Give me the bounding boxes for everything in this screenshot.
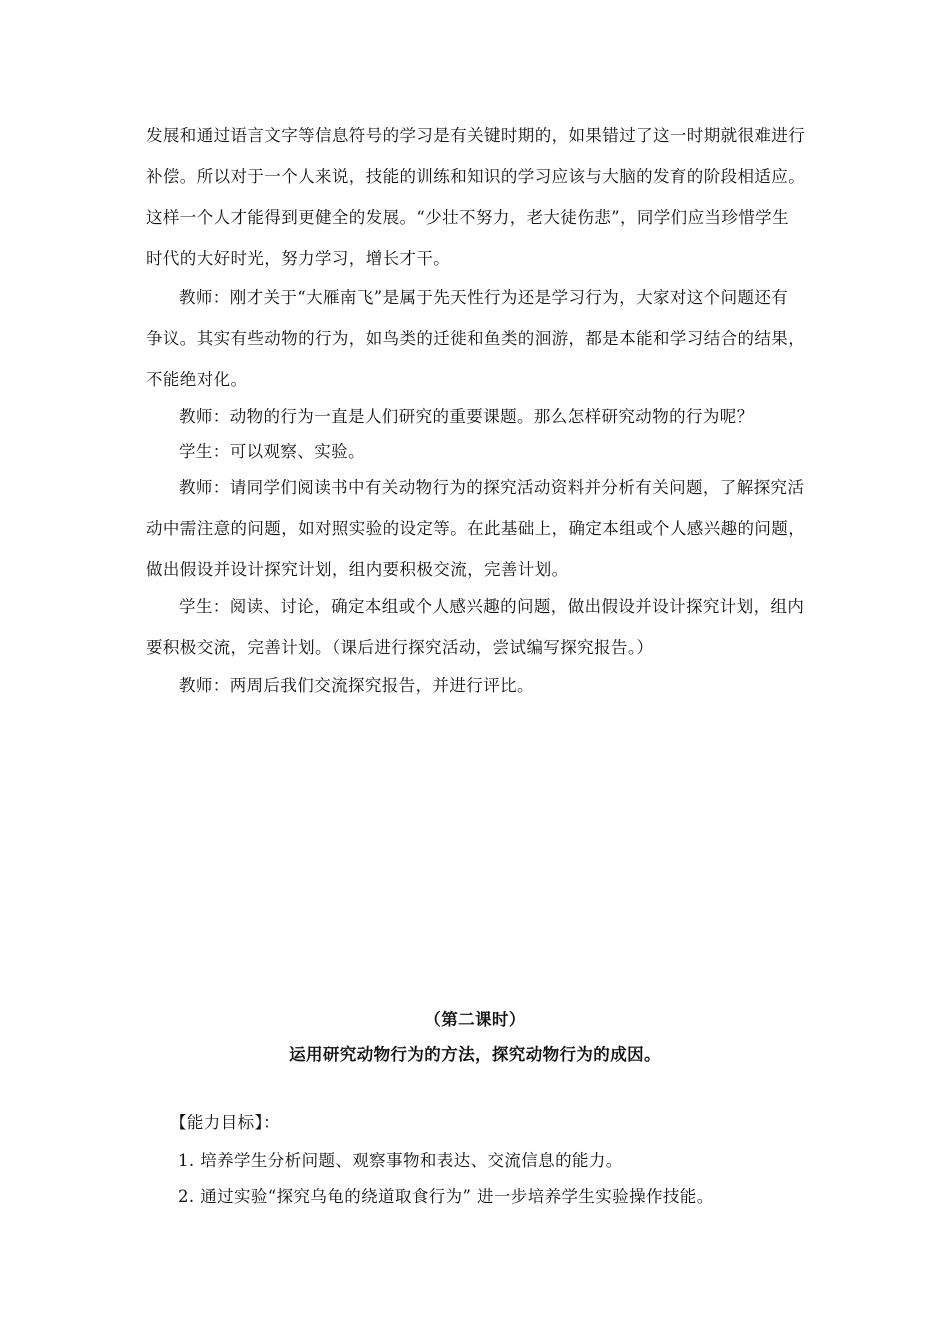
student-line: 学生：阅读、讨论，确定本组或个人感兴趣的问题，做出假设并设计探究计划，组内 xyxy=(179,597,805,616)
paragraph-line: 争议。其实有些动物的行为，如鸟类的迁徙和鱼类的洄游，都是本能和学习结合的结果， xyxy=(146,329,806,348)
paragraph-line: 这样一个人才能得到更健全的发展。“少壮不努力，老大徒伤悲”，同学们应当珍惜学生 xyxy=(146,208,789,227)
paragraph-line: 发展和通过语言文字等信息符号的学习是有关键时期的，如果错过了这一时期就很难进行 xyxy=(146,126,806,145)
goal-item: 2. 通过实验“探究乌龟的绕道取食行为” 进一步培养学生实验操作技能。 xyxy=(178,1187,714,1206)
paragraph-line: 动中需注意的问题，如对照实验的设定等。在此基础上，确定本组或个人感兴趣的问题， xyxy=(146,519,806,538)
paragraph-line: 不能绝对化。 xyxy=(146,370,248,389)
paragraph-line: 做出假设并设计探究计划，组内要积极交流，完善计划。 xyxy=(146,560,569,579)
student-line: 学生：可以观察、实验。 xyxy=(179,442,365,461)
paragraph-line: 补偿。所以对于一个人来说，技能的训练和知识的学习应该与大脑的发育的阶段相适应。 xyxy=(146,167,806,186)
paragraph-line: 要积极交流，完善计划。（课后进行探究活动，尝试编写探究报告。） xyxy=(146,638,654,657)
goal-item: 1. 培养学生分析问题、观察事物和表达、交流信息的能力。 xyxy=(178,1151,623,1170)
paragraph-line: 时代的大好时光，努力学习，增长才干。 xyxy=(146,249,451,268)
lesson-label: （第二课时） xyxy=(424,1010,526,1029)
lesson-subtitle: 运用研究动物行为的方法，探究动物行为的成因。 xyxy=(289,1045,661,1064)
teacher-line: 教师：刚才关于“大雁南飞”是属于先天性行为还是学习行为，大家对这个问题还有 xyxy=(179,288,789,307)
goals-heading: 【能力目标】： xyxy=(170,1113,281,1132)
teacher-line: 教师：动物的行为一直是人们研究的重要课题。那么怎样研究动物的行为呢？ xyxy=(179,407,754,426)
teacher-line: 教师：两周后我们交流探究报告，并进行评比。 xyxy=(179,676,534,695)
teacher-line: 教师：请同学们阅读书中有关动物行为的探究活动资料并分析有关问题，了解探究活 xyxy=(179,478,805,497)
